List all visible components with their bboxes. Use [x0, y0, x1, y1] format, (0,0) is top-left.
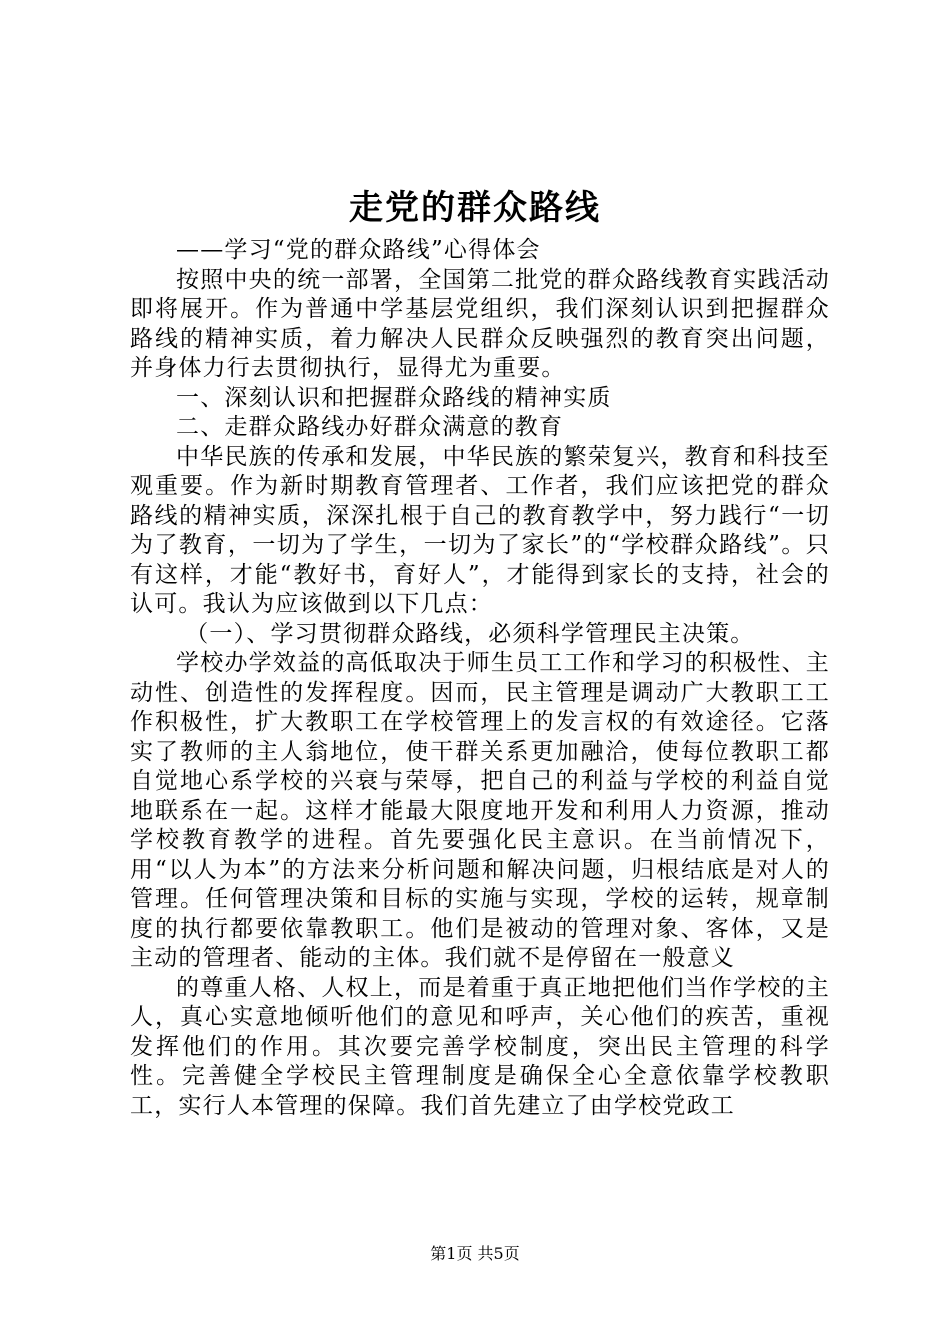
- document-subtitle: ——学习“党的群众路线”心得体会: [176, 237, 541, 263]
- document-title: 走党的群众路线: [349, 188, 601, 228]
- paragraph: 中华民族的传承和发展，中华民族的繁荣复兴，教育和科技至观重要。作为新时期教育管理者、工作者，我们应该把党的群众路线的精神实质，深深扎根于自己的教育教学中，努力践行“一切为了教育，一切为了学生，一切为了家长”的“学校群众路线”。只有这样，才能“教好书，育好人”，才能得到家长的支持，社会的认可。我认为应该做到以下几点：: [130, 443, 830, 617]
- section-heading: 一、深刻认识和把握群众路线的精神实质: [176, 384, 612, 411]
- document-body: [130, 236, 830, 1121]
- paragraph: 按照中央的统一部署，全国第二批党的群众路线教育实践活动即将展开。作为普通中学基层党组织，我们深刻认识到把握群众路线的精神实质，着力解决人民群众反映强烈的教育突出问题，并身体力行去贯彻执行，显得尤为重要。: [130, 266, 830, 381]
- page-footer: 第1页 共5页: [430, 1244, 520, 1263]
- paragraph: 学校办学效益的高低取决于师生员工工作和学习的积极性、主动性、创造性的发挥程度。因而，民主管理是调动广大教职工工作积极性，扩大教职工在学校管理上的发言权的有效途径。它落实了教师的主人翁地位，使干群关系更加融洽，使每位教职工都自觉地心系学校的兴衰与荣辱，把自己的利益与学校的利益自觉地联系在一起。这样才能最大限度地开发和利用人力资源，推动学校教育教学的进程。首先要强化民主意识。在当前情况下，用“以人为本”的方法来分析问题和解决问题，归根结底是对人的管理。任何管理决策和目标的实施与实现，学校的运转，规章制度的执行都要依靠教职工。他们是被动的管理对象、客体，又是主动的管理者、能动的主体。我们就不是停留在一般意义: [130, 650, 830, 971]
- section-heading: 二、走群众路线办好群众满意的教育: [176, 414, 564, 440]
- paragraph: 的尊重人格、人权上，而是着重于真正地把他们当作学校的主人，真心实意地倾听他们的意见和呼声，关心他们的疾苦，重视发挥他们的作用。其次要完善学校制度，突出民主管理的科学性。完善健全学校民主管理制度是确保全心全意依靠学校教职工，实行人本管理的保障。我们首先建立了由学校党政工: [130, 974, 830, 1119]
- subsection-heading: （一）、学习贯彻群众路线，必须科学管理民主决策。: [185, 620, 755, 647]
